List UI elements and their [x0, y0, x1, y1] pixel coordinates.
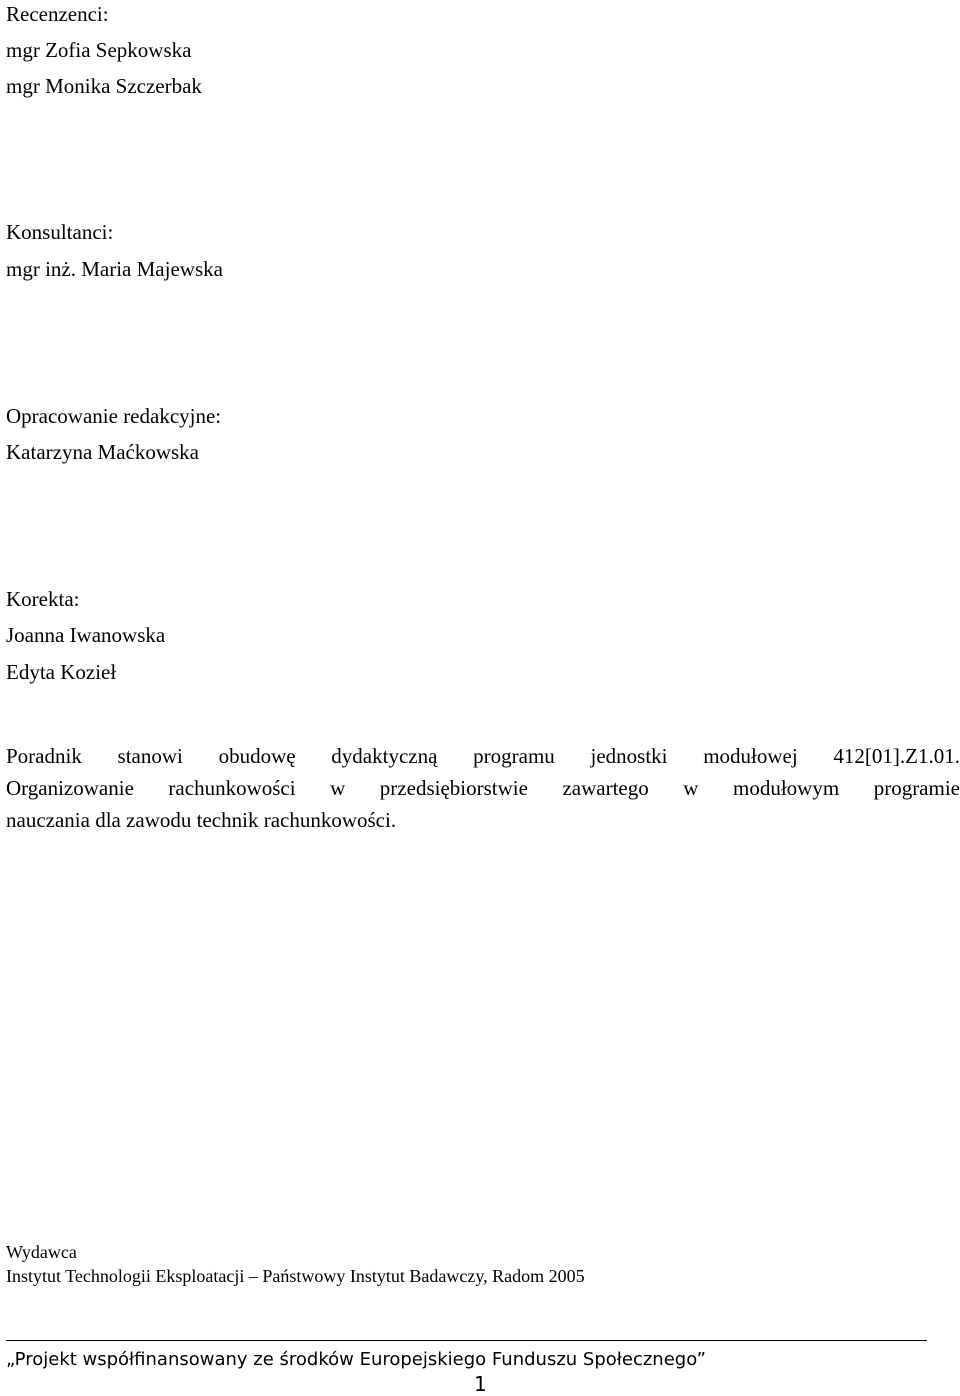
- page-number: 1: [474, 1372, 487, 1396]
- description-line: Organizowanie rachunkowości w przedsiębiorstwie zawartego w modułowym programie: [6, 776, 960, 800]
- description-line: nauczania dla zawodu technik rachunkowości.: [6, 808, 397, 832]
- description-paragraph: [6, 740, 960, 836]
- consultant-name: mgr inż. Maria Majewska: [6, 257, 223, 281]
- funding-note: „Projekt współfinansowany ze środków Europejskiego Funduszu Społecznego”: [6, 1349, 706, 1370]
- proofreader-name: Joanna Iwanowska: [6, 623, 166, 647]
- reviewer-name: mgr Zofia Sepkowska: [6, 38, 192, 62]
- consultants-heading: Konsultanci:: [6, 220, 114, 244]
- proofreader-name: Edyta Kozieł: [6, 660, 117, 684]
- publisher-details: Instytut Technologii Eksploatacji – Państwowy Instytut Badawczy, Radom 2005: [6, 1266, 585, 1286]
- reviewer-name: mgr Monika Szczerbak: [6, 74, 202, 98]
- footer-divider: [6, 1340, 927, 1341]
- description-line: Poradnik stanowi obudowę dydaktyczną programu jednostki modułowej 412[01].Z1.01.: [6, 744, 960, 768]
- editor-name: Katarzyna Maćkowska: [6, 440, 199, 464]
- proofreading-heading: Korekta:: [6, 587, 80, 611]
- publisher-heading: Wydawca: [6, 1242, 77, 1262]
- editorial-heading: Opracowanie redakcyjne:: [6, 404, 222, 428]
- reviewers-heading: Recenzenci:: [6, 2, 109, 26]
